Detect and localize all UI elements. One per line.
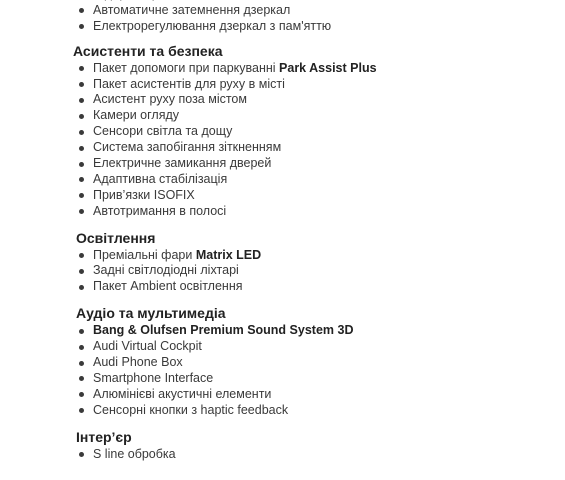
feature-text: Сенсори світла та дощу <box>93 124 233 139</box>
feature-item <box>0 371 565 387</box>
feature-list <box>0 248 565 296</box>
bullet-icon <box>79 8 84 13</box>
feature-item <box>0 263 565 279</box>
feature-section <box>0 228 565 296</box>
feature-item <box>0 140 565 156</box>
feature-text: Audi Virtual Cockpit <box>93 339 202 354</box>
bullet-icon <box>79 82 84 87</box>
feature-text: Автоматичне затемнення дзеркал <box>93 2 291 17</box>
feature-text: Пакет Ambient освітлення <box>93 279 243 294</box>
feature-item <box>0 172 565 188</box>
bullet-icon <box>79 285 84 290</box>
feature-text: Преміальні фари <box>93 247 196 262</box>
feature-item <box>0 355 565 371</box>
feature-text: Задні світлодіодні ліхтарі <box>93 263 239 278</box>
feature-item <box>0 387 565 403</box>
feature-text: Система запобігання зіткненням <box>93 140 282 155</box>
feature-item <box>0 248 565 264</box>
feature-list <box>0 0 565 35</box>
feature-item <box>0 447 565 463</box>
feature-section <box>0 41 565 220</box>
feature-item <box>0 124 565 140</box>
feature-list <box>0 447 565 463</box>
bullet-icon <box>79 162 84 167</box>
bullet-icon <box>79 193 84 198</box>
feature-text: Електрорегулювання дзеркал з пам'яттю <box>93 18 332 33</box>
bullet-icon <box>79 66 84 71</box>
feature-item <box>0 156 565 172</box>
feature-text: Smartphone Interface <box>93 370 214 385</box>
feature-item <box>0 279 565 295</box>
feature-item <box>0 77 565 93</box>
feature-text <box>93 0 174 1</box>
feature-text: Пакет асистентів для руху в місті <box>93 76 285 91</box>
feature-section <box>0 427 565 463</box>
bullet-icon <box>79 329 84 334</box>
feature-text: Асистент руху поза містом <box>93 92 247 107</box>
section-heading: Освітлення <box>76 229 156 246</box>
bullet-icon <box>79 98 84 103</box>
bullet-icon <box>79 452 84 457</box>
feature-section <box>0 303 565 418</box>
feature-text: Алюмінієві акустичні елементи <box>93 386 272 401</box>
feature-text-bold: Park Assist Plus <box>279 60 377 75</box>
feature-text: S line обробка <box>93 446 176 461</box>
feature-text: Сенсорні кнопки з haptic feedback <box>93 402 289 417</box>
bullet-icon <box>79 130 84 135</box>
bullet-icon <box>79 361 84 366</box>
bullet-icon <box>79 376 84 381</box>
feature-item <box>0 188 565 204</box>
bullet-icon <box>79 24 84 29</box>
feature-text: Камери огляду <box>93 108 180 123</box>
feature-item <box>0 61 565 77</box>
feature-item <box>0 403 565 419</box>
feature-item <box>0 19 565 35</box>
feature-item <box>0 92 565 108</box>
feature-item <box>0 204 565 220</box>
section-heading: Аудіо та мультимедіа <box>76 305 226 322</box>
feature-list <box>0 323 565 418</box>
section-heading: Інтер’єр <box>76 428 132 445</box>
bullet-icon <box>79 209 84 214</box>
feature-text: Прив’язки ISOFIX <box>93 187 195 202</box>
feature-text: Пакет допомоги при паркуванні <box>93 60 280 75</box>
feature-text: Адаптивна стабілізація <box>93 171 228 186</box>
feature-text-bold: Matrix LED <box>195 247 262 262</box>
feature-list <box>0 61 565 220</box>
feature-text-bold: Bang & Olufsen Premium Sound System 3D <box>93 323 354 338</box>
feature-text: Audi Phone Box <box>93 355 183 370</box>
feature-text: Електричне замикання дверей <box>93 156 272 171</box>
feature-item <box>0 108 565 124</box>
bullet-icon <box>79 408 84 413</box>
feature-item <box>0 339 565 355</box>
feature-text: Автотримання в полосі <box>93 203 227 218</box>
feature-section <box>0 0 565 35</box>
bullet-icon <box>79 177 84 182</box>
bullet-icon <box>79 269 84 274</box>
bullet-icon <box>79 345 84 350</box>
feature-item <box>0 3 565 19</box>
feature-item <box>0 323 565 339</box>
bullet-icon <box>79 114 84 119</box>
section-heading: Асистенти та безпека <box>73 42 223 59</box>
bullet-icon <box>79 253 84 258</box>
bullet-icon <box>79 392 84 397</box>
bullet-icon <box>79 146 84 151</box>
